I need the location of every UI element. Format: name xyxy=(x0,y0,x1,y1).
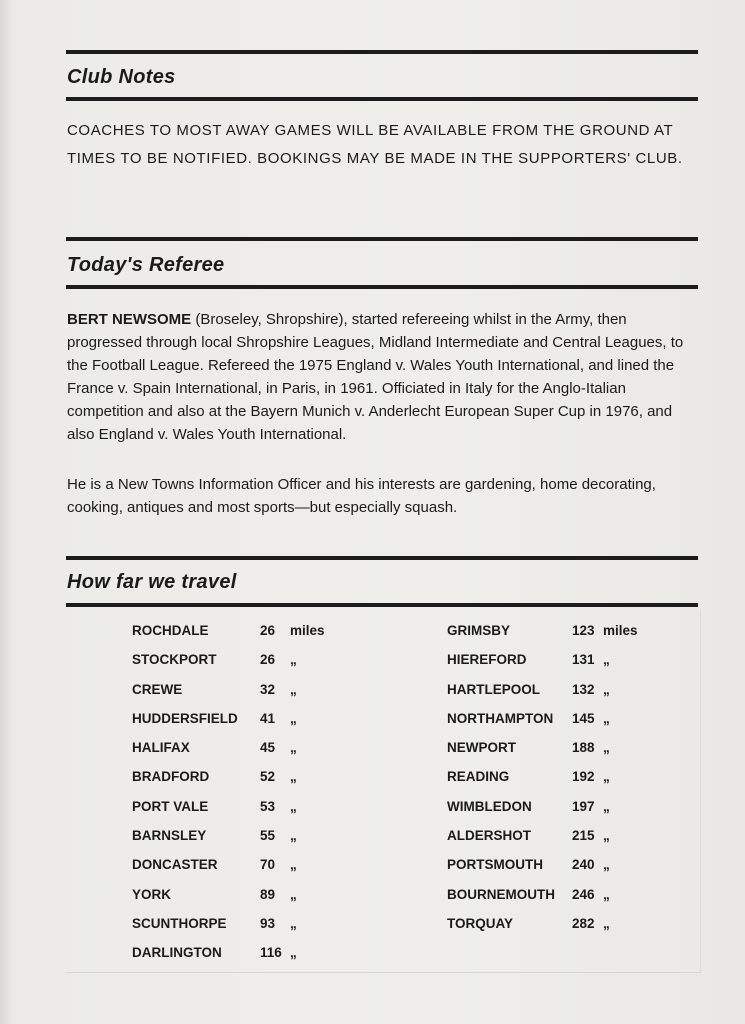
distance-row xyxy=(132,945,332,974)
distance-miles: 282 xyxy=(572,915,595,931)
distance-miles: 26 xyxy=(260,623,276,638)
distance-row xyxy=(447,799,657,828)
distance-row xyxy=(132,857,332,886)
distance-miles: 132 xyxy=(572,681,595,697)
distance-miles: 197 xyxy=(572,798,595,814)
town-name: HIEREFORD xyxy=(447,652,527,668)
town-name: NORTHAMPTON xyxy=(447,710,554,726)
travel-heading: How far we travel xyxy=(67,571,237,593)
distance-row xyxy=(447,916,657,945)
distance-unit: miles xyxy=(290,623,325,638)
distance-unit: „ xyxy=(603,857,610,873)
distance-row xyxy=(132,769,332,798)
distance-list-left xyxy=(132,623,332,975)
referee-bio-text: (Broseley, Shropshire), started refereeing whilst in the Army, then progressed through local Shropshire Leagues, Midland Intermediate and Central Leagues, to the Football League. Refereed the 1975 England v. Wales Youth International, and lined the France v. Spain International, in Paris, in 1961. Officiated in Italy for the Anglo-Italian competition and also at the Bayern Munich v. Anderlecht European Super Cup in 1976, and also England v. Wales Youth International. xyxy=(67,311,684,443)
section-rule xyxy=(66,50,698,54)
distance-row xyxy=(132,682,332,711)
distance-unit: „ xyxy=(290,769,297,785)
referee-heading: Today's Referee xyxy=(67,254,225,276)
distance-row xyxy=(447,682,657,711)
section-rule xyxy=(66,285,698,289)
distance-miles: 131 xyxy=(572,652,595,668)
section-rule xyxy=(66,237,698,241)
town-name: NEWPORT xyxy=(447,740,516,756)
distance-row xyxy=(447,887,657,916)
distance-unit: „ xyxy=(290,740,297,756)
distance-miles: 52 xyxy=(260,769,276,785)
section-rule xyxy=(66,97,698,101)
distance-miles: 55 xyxy=(260,828,276,844)
club-notes-heading: Club Notes xyxy=(67,66,176,88)
distance-miles: 53 xyxy=(260,798,276,814)
distance-row xyxy=(447,623,657,652)
distance-row xyxy=(447,857,657,886)
distance-miles: 26 xyxy=(260,652,276,668)
town-name: DONCASTER xyxy=(132,857,218,873)
town-name: HALIFAX xyxy=(132,740,190,756)
distance-miles: 240 xyxy=(572,857,595,873)
section-rule xyxy=(66,603,698,607)
club-notes-text: COACHES TO MOST AWAY GAMES WILL BE AVAILABLE FROM THE GROUND AT TIMES TO BE NOTIFIED. BOOKINGS MAY BE MADE IN THE SUPPORTERS' CLUB. xyxy=(67,122,683,167)
distance-unit: „ xyxy=(290,857,297,873)
distance-miles: 32 xyxy=(260,681,276,697)
distance-unit: „ xyxy=(603,915,610,931)
distance-miles: 41 xyxy=(260,710,276,726)
distance-miles: 93 xyxy=(260,915,276,931)
distance-miles: 123 xyxy=(572,623,595,638)
town-name: BARNSLEY xyxy=(132,828,207,844)
town-name: HARTLEPOOL xyxy=(447,681,540,697)
distance-row xyxy=(132,887,332,916)
town-name: PORT VALE xyxy=(132,798,209,814)
distance-unit: miles xyxy=(603,623,638,638)
town-name: BOURNEMOUTH xyxy=(447,886,555,902)
distance-row xyxy=(447,652,657,681)
distance-unit: „ xyxy=(290,652,297,668)
distance-list-right xyxy=(447,623,657,945)
town-name: PORTSMOUTH xyxy=(447,857,543,873)
distance-miles: 192 xyxy=(572,769,595,785)
section-rule xyxy=(66,556,698,560)
distance-row xyxy=(132,916,332,945)
distance-unit: „ xyxy=(603,710,610,726)
town-name: STOCKPORT xyxy=(132,652,217,668)
distance-row xyxy=(447,740,657,769)
distance-row xyxy=(132,652,332,681)
distance-row xyxy=(132,711,332,740)
town-name: WIMBLEDON xyxy=(447,798,532,814)
distance-row xyxy=(447,828,657,857)
distance-row xyxy=(132,799,332,828)
distance-miles: 45 xyxy=(260,740,276,756)
distance-unit: „ xyxy=(603,828,610,844)
distance-miles: 188 xyxy=(572,740,595,756)
distance-unit: „ xyxy=(603,798,610,814)
distance-unit: „ xyxy=(603,769,610,785)
distance-unit: „ xyxy=(290,681,297,697)
town-name: READING xyxy=(447,769,510,785)
referee-bio xyxy=(67,308,703,446)
distance-miles: 145 xyxy=(572,710,595,726)
town-name: DARLINGTON xyxy=(132,945,222,961)
town-name: CREWE xyxy=(132,681,183,697)
town-name: SCUNTHORPE xyxy=(132,915,227,931)
distance-unit: „ xyxy=(290,710,297,726)
town-name: ROCHDALE xyxy=(132,623,209,638)
distance-miles: 89 xyxy=(260,886,276,902)
distance-row xyxy=(447,769,657,798)
distance-row xyxy=(132,740,332,769)
distance-unit: „ xyxy=(603,740,610,756)
distance-unit: „ xyxy=(290,945,297,961)
distance-unit: „ xyxy=(290,828,297,844)
distance-unit: „ xyxy=(603,886,610,902)
distance-miles: 70 xyxy=(260,857,276,873)
distance-row xyxy=(447,711,657,740)
town-name: BRADFORD xyxy=(132,769,210,785)
distance-row xyxy=(132,623,332,652)
town-name: GRIMSBY xyxy=(447,623,511,638)
town-name: ALDERSHOT xyxy=(447,828,531,844)
distance-unit: „ xyxy=(603,652,610,668)
distance-unit: „ xyxy=(603,681,610,697)
referee-name: BERT NEWSOME xyxy=(67,311,192,328)
distance-miles: 215 xyxy=(572,828,595,844)
referee-interests: He is a New Towns Information Officer and his interests are gardening, home decorating, cooking, antiques and most sports—but especially squash. xyxy=(67,476,656,516)
distance-unit: „ xyxy=(290,886,297,902)
distance-miles: 116 xyxy=(260,945,282,961)
distance-miles: 246 xyxy=(572,886,595,902)
town-name: YORK xyxy=(132,886,172,902)
town-name: TORQUAY xyxy=(447,915,514,931)
distance-row xyxy=(132,828,332,857)
town-name: HUDDERSFIELD xyxy=(132,710,238,726)
distance-unit: „ xyxy=(290,798,297,814)
distance-unit: „ xyxy=(290,915,297,931)
